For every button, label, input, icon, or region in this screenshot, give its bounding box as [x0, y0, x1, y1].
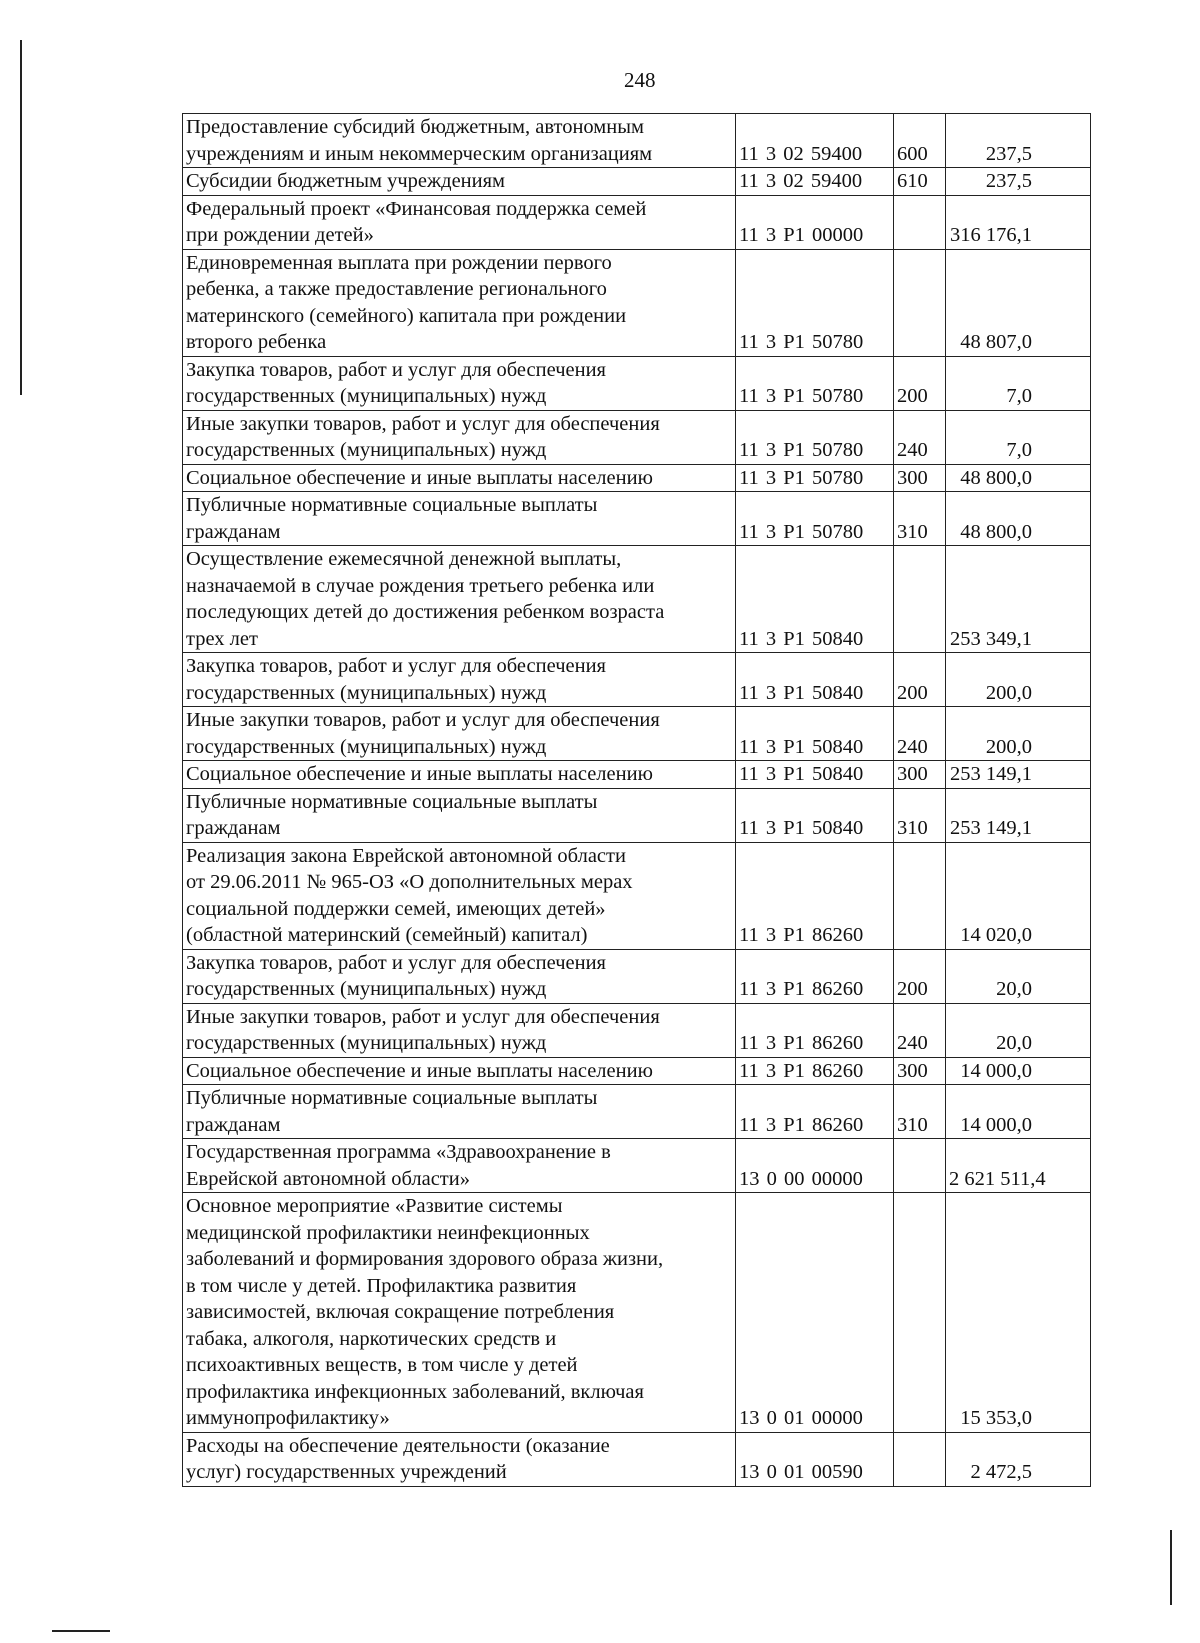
table-row: [183, 464, 1091, 492]
row-expense-type-cell: 200: [894, 949, 946, 1003]
row-name-cell: Социальное обеспечение и иные выплаты населению: [183, 1057, 736, 1085]
row-amount-cell: 48 800,0: [946, 464, 1091, 492]
row-name-cell: Закупка товаров, работ и услуг для обеспечения государственных (муниципальных) нужд: [183, 949, 736, 1003]
row-expense-type-cell: [894, 195, 946, 249]
row-amount-cell: 14 000,0: [946, 1057, 1091, 1085]
row-name-cell: Государственная программа «Здравоохранение в Еврейской автономной области»: [183, 1139, 736, 1193]
row-name-cell: Закупка товаров, работ и услуг для обеспечения государственных (муниципальных) нужд: [183, 653, 736, 707]
row-code-cell: 11 3 P1 86260: [736, 949, 894, 1003]
row-amount-cell: 2 472,5: [946, 1432, 1091, 1486]
row-name-cell: Основное мероприятие «Развитие системы медицинской профилактики неинфекционных заболеваний и формирования здорового образа жизни, в том числе у детей. Профилактика развития зависимостей, включая сокращение потребления табака, алкоголя, наркотических средств и психоактивных веществ, в том числе у детей профилактика инфекционных заболеваний, включая иммунопрофилактику»: [183, 1193, 736, 1433]
row-expense-type-cell: 300: [894, 1057, 946, 1085]
table-row: [183, 356, 1091, 410]
table-row: [183, 761, 1091, 789]
row-code-cell: 11 3 P1 50840: [736, 707, 894, 761]
row-expense-type-cell: 200: [894, 653, 946, 707]
row-amount-cell: 48 807,0: [946, 249, 1091, 356]
row-code-cell: 11 3 P1 86260: [736, 842, 894, 949]
row-name-cell: Реализация закона Еврейской автономной области от 29.06.2011 № 965-ОЗ «О дополнительных мерах социальной поддержки семей, имеющих детей» (областной материнский (семейный) капитал): [183, 842, 736, 949]
table-row: [183, 195, 1091, 249]
table-row: [183, 1003, 1091, 1057]
row-code-cell: 11 3 P1 50840: [736, 653, 894, 707]
row-expense-type-cell: 310: [894, 788, 946, 842]
row-name-cell: Социальное обеспечение и иные выплаты населению: [183, 761, 736, 789]
row-amount-cell: 253 149,1: [946, 788, 1091, 842]
table-row: [183, 168, 1091, 196]
table-row: [183, 1432, 1091, 1486]
budget-table: [182, 113, 1091, 1487]
row-amount-cell: 237,5: [946, 168, 1091, 196]
row-code-cell: 11 3 P1 00000: [736, 195, 894, 249]
row-code-cell: 11 3 P1 50780: [736, 464, 894, 492]
table-row: [183, 842, 1091, 949]
row-amount-cell: 200,0: [946, 707, 1091, 761]
table-row: [183, 707, 1091, 761]
row-name-cell: Социальное обеспечение и иные выплаты населению: [183, 464, 736, 492]
row-code-cell: 11 3 P1 86260: [736, 1057, 894, 1085]
row-name-cell: Публичные нормативные социальные выплаты гражданам: [183, 788, 736, 842]
table-row: [183, 788, 1091, 842]
table-row: [183, 1139, 1091, 1193]
row-name-cell: Иные закупки товаров, работ и услуг для обеспечения государственных (муниципальных) нужд: [183, 1003, 736, 1057]
row-name-cell: Публичные нормативные социальные выплаты гражданам: [183, 492, 736, 546]
row-expense-type-cell: 300: [894, 464, 946, 492]
row-code-cell: 11 3 P1 50840: [736, 788, 894, 842]
margin-rule-bottom: [52, 1630, 110, 1632]
row-expense-type-cell: 300: [894, 761, 946, 789]
table-row: [183, 249, 1091, 356]
table-row: [183, 949, 1091, 1003]
row-expense-type-cell: [894, 249, 946, 356]
row-expense-type-cell: 600: [894, 114, 946, 168]
row-name-cell: Единовременная выплата при рождении первого ребенка, а также предоставление регионального материнского (семейного) капитала при рождении второго ребенка: [183, 249, 736, 356]
table-row: [183, 546, 1091, 653]
row-name-cell: Предоставление субсидий бюджетным, автономным учреждениям и иным некоммерческим организациям: [183, 114, 736, 168]
row-amount-cell: 200,0: [946, 653, 1091, 707]
row-expense-type-cell: 200: [894, 356, 946, 410]
row-expense-type-cell: [894, 546, 946, 653]
row-code-cell: 11 3 P1 86260: [736, 1085, 894, 1139]
row-expense-type-cell: [894, 1193, 946, 1433]
page-number: 248: [624, 68, 656, 92]
row-amount-cell: 253 349,1: [946, 546, 1091, 653]
row-name-cell: Закупка товаров, работ и услуг для обеспечения государственных (муниципальных) нужд: [183, 356, 736, 410]
row-name-cell: Иные закупки товаров, работ и услуг для обеспечения государственных (муниципальных) нужд: [183, 410, 736, 464]
row-expense-type-cell: [894, 842, 946, 949]
row-name-cell: Субсидии бюджетным учреждениям: [183, 168, 736, 196]
row-amount-cell: 15 353,0: [946, 1193, 1091, 1433]
row-amount-cell: 14 020,0: [946, 842, 1091, 949]
row-name-cell: Осуществление ежемесячной денежной выплаты, назначаемой в случае рождения третьего ребенка или последующих детей до достижения ребенком возраста трех лет: [183, 546, 736, 653]
row-name-cell: Федеральный проект «Финансовая поддержка семей при рождении детей»: [183, 195, 736, 249]
row-code-cell: 11 3 P1 50780: [736, 492, 894, 546]
row-amount-cell: 7,0: [946, 356, 1091, 410]
row-expense-type-cell: 310: [894, 492, 946, 546]
row-expense-type-cell: 610: [894, 168, 946, 196]
row-amount-cell: 2 621 511,4: [946, 1139, 1091, 1193]
row-code-cell: 11 3 P1 50840: [736, 761, 894, 789]
row-code-cell: 11 3 02 59400: [736, 168, 894, 196]
row-expense-type-cell: 240: [894, 1003, 946, 1057]
row-code-cell: 13 0 00 00000: [736, 1139, 894, 1193]
row-expense-type-cell: 310: [894, 1085, 946, 1139]
row-amount-cell: 14 000,0: [946, 1085, 1091, 1139]
row-name-cell: Расходы на обеспечение деятельности (оказание услуг) государственных учреждений: [183, 1432, 736, 1486]
row-code-cell: 11 3 02 59400: [736, 114, 894, 168]
table-row: [183, 653, 1091, 707]
row-amount-cell: 48 800,0: [946, 492, 1091, 546]
table-row: [183, 1057, 1091, 1085]
budget-table-body: [183, 114, 1091, 1487]
row-amount-cell: 316 176,1: [946, 195, 1091, 249]
row-code-cell: 11 3 P1 86260: [736, 1003, 894, 1057]
row-amount-cell: 237,5: [946, 114, 1091, 168]
row-amount-cell: 253 149,1: [946, 761, 1091, 789]
row-code-cell: 13 0 01 00590: [736, 1432, 894, 1486]
row-expense-type-cell: 240: [894, 410, 946, 464]
row-amount-cell: 7,0: [946, 410, 1091, 464]
row-expense-type-cell: [894, 1139, 946, 1193]
row-name-cell: Иные закупки товаров, работ и услуг для обеспечения государственных (муниципальных) нужд: [183, 707, 736, 761]
table-row: [183, 1193, 1091, 1433]
table-row: [183, 492, 1091, 546]
row-amount-cell: 20,0: [946, 949, 1091, 1003]
row-expense-type-cell: 240: [894, 707, 946, 761]
row-code-cell: 11 3 P1 50780: [736, 356, 894, 410]
row-amount-cell: 20,0: [946, 1003, 1091, 1057]
table-row: [183, 1085, 1091, 1139]
row-code-cell: 11 3 P1 50840: [736, 546, 894, 653]
table-row: [183, 410, 1091, 464]
margin-rule-right: [1170, 1530, 1172, 1605]
row-expense-type-cell: [894, 1432, 946, 1486]
row-code-cell: 11 3 P1 50780: [736, 249, 894, 356]
row-code-cell: 13 0 01 00000: [736, 1193, 894, 1433]
row-code-cell: 11 3 P1 50780: [736, 410, 894, 464]
margin-rule-left: [20, 40, 22, 395]
table-row: [183, 114, 1091, 168]
row-name-cell: Публичные нормативные социальные выплаты гражданам: [183, 1085, 736, 1139]
